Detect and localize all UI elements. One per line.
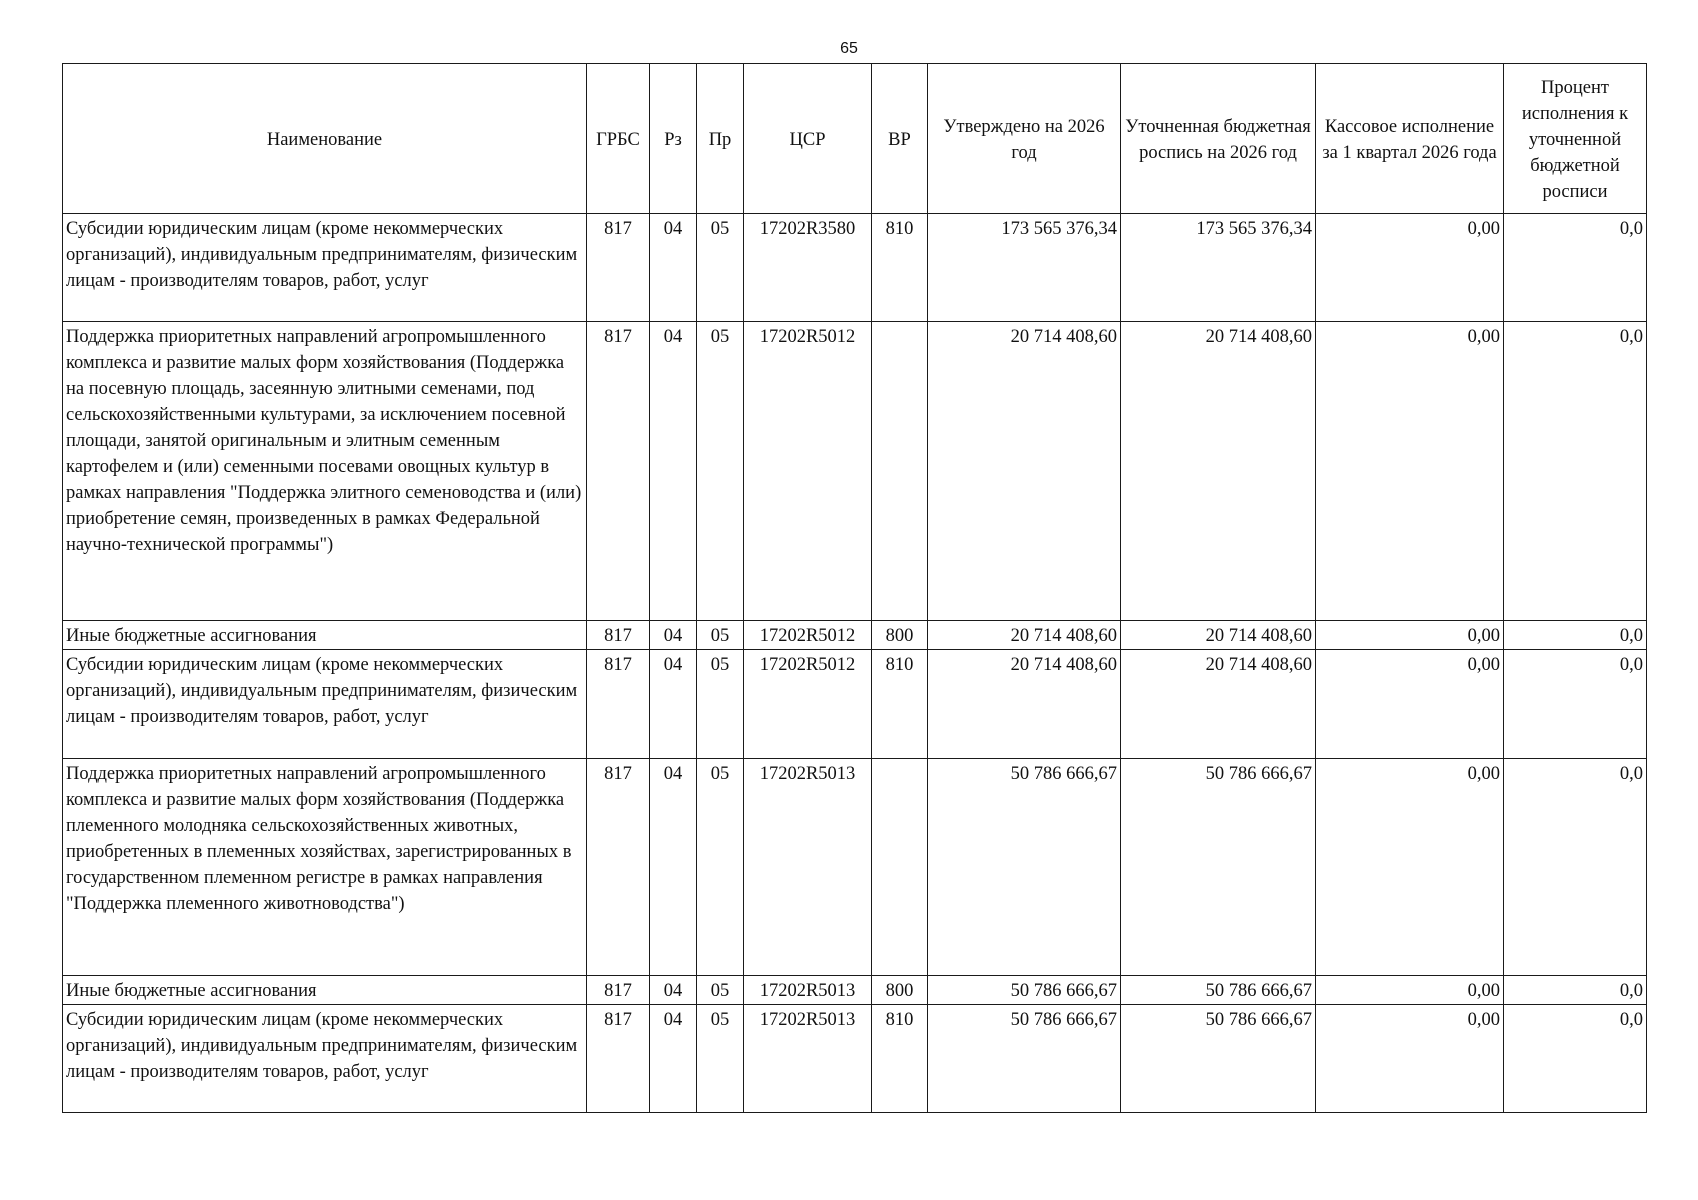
- table-row: [63, 975, 1647, 1004]
- row-pr: 05: [697, 322, 744, 621]
- row-csr: 17202R5013: [744, 975, 872, 1004]
- row-percent: 0,0: [1504, 650, 1647, 758]
- header-csr: ЦСР: [744, 64, 872, 214]
- row-rz: 04: [650, 214, 697, 322]
- row-rz: 04: [650, 1004, 697, 1112]
- row-name: Субсидии юридическим лицам (кроме некоммерческих организаций), индивидуальным предпринимателям, физическим лицам - производителям товаров, работ, услуг: [63, 650, 587, 758]
- table-header-row: [63, 64, 1647, 214]
- row-grbs: 817: [587, 1004, 650, 1112]
- row-cash: 0,00: [1316, 214, 1504, 322]
- row-approved: 173 565 376,34: [928, 214, 1121, 322]
- row-name: Поддержка приоритетных направлений агропромышленного комплекса и развитие малых форм хозяйствования (Поддержка племенного молодняка сельскохозяйственных животных, приобретенных в племенных хозяйствах, зарегистрированных в государственном племенном регистре в рамках направления "Поддержка племенного животноводства"): [63, 758, 587, 975]
- row-cash: 0,00: [1316, 650, 1504, 758]
- row-percent: 0,0: [1504, 621, 1647, 650]
- row-grbs: 817: [587, 650, 650, 758]
- row-percent: 0,0: [1504, 1004, 1647, 1112]
- row-grbs: 817: [587, 975, 650, 1004]
- row-csr: 17202R5012: [744, 621, 872, 650]
- row-name: Субсидии юридическим лицам (кроме некоммерческих организаций), индивидуальным предпринимателям, физическим лицам - производителям товаров, работ, услуг: [63, 214, 587, 322]
- table-row: [63, 322, 1647, 621]
- header-approved: Утверждено на 2026 год: [928, 64, 1121, 214]
- header-vr: ВР: [872, 64, 928, 214]
- row-name: Субсидии юридическим лицам (кроме некоммерческих организаций), индивидуальным предпринимателям, физическим лицам - производителям товаров, работ, услуг: [63, 1004, 587, 1112]
- header-refined: Уточненная бюджетная роспись на 2026 год: [1121, 64, 1316, 214]
- row-cash: 0,00: [1316, 758, 1504, 975]
- table-row: [63, 758, 1647, 975]
- table-row: [63, 214, 1647, 322]
- row-cash: 0,00: [1316, 621, 1504, 650]
- row-pr: 05: [697, 621, 744, 650]
- table-row: [63, 650, 1647, 758]
- row-refined: 20 714 408,60: [1121, 650, 1316, 758]
- row-rz: 04: [650, 758, 697, 975]
- row-approved: 20 714 408,60: [928, 621, 1121, 650]
- header-name: Наименование: [63, 64, 587, 214]
- row-pr: 05: [697, 650, 744, 758]
- row-vr: [872, 322, 928, 621]
- header-cash: Кассовое исполнение за 1 квартал 2026 года: [1316, 64, 1504, 214]
- row-percent: 0,0: [1504, 322, 1647, 621]
- row-rz: 04: [650, 650, 697, 758]
- row-name: Иные бюджетные ассигнования: [63, 621, 587, 650]
- page-number: 65: [840, 40, 858, 57]
- row-cash: 0,00: [1316, 975, 1504, 1004]
- header-rz: Рз: [650, 64, 697, 214]
- row-csr: 17202R5012: [744, 322, 872, 621]
- row-csr: 17202R5013: [744, 758, 872, 975]
- header-grbs: ГРБС: [587, 64, 650, 214]
- header-pr: Пр: [697, 64, 744, 214]
- row-vr: 800: [872, 621, 928, 650]
- budget-execution-table: [62, 63, 1647, 1113]
- row-pr: 05: [697, 214, 744, 322]
- row-grbs: 817: [587, 322, 650, 621]
- row-rz: 04: [650, 621, 697, 650]
- row-vr: 810: [872, 1004, 928, 1112]
- header-percent: Процент исполнения к уточненной бюджетной росписи: [1504, 64, 1647, 214]
- row-refined: 50 786 666,67: [1121, 758, 1316, 975]
- row-pr: 05: [697, 1004, 744, 1112]
- row-grbs: 817: [587, 621, 650, 650]
- row-refined: 50 786 666,67: [1121, 975, 1316, 1004]
- row-refined: 50 786 666,67: [1121, 1004, 1316, 1112]
- row-grbs: 817: [587, 214, 650, 322]
- row-csr: 17202R3580: [744, 214, 872, 322]
- row-cash: 0,00: [1316, 1004, 1504, 1112]
- row-pr: 05: [697, 758, 744, 975]
- row-vr: 810: [872, 214, 928, 322]
- row-pr: 05: [697, 975, 744, 1004]
- table-row: [63, 621, 1647, 650]
- row-grbs: 817: [587, 758, 650, 975]
- row-refined: 20 714 408,60: [1121, 322, 1316, 621]
- row-name: Иные бюджетные ассигнования: [63, 975, 587, 1004]
- row-rz: 04: [650, 975, 697, 1004]
- row-csr: 17202R5012: [744, 650, 872, 758]
- row-refined: 173 565 376,34: [1121, 214, 1316, 322]
- row-approved: 20 714 408,60: [928, 650, 1121, 758]
- row-vr: [872, 758, 928, 975]
- row-approved: 50 786 666,67: [928, 975, 1121, 1004]
- row-csr: 17202R5013: [744, 1004, 872, 1112]
- row-percent: 0,0: [1504, 758, 1647, 975]
- row-vr: 800: [872, 975, 928, 1004]
- table-row: [63, 1004, 1647, 1112]
- row-rz: 04: [650, 322, 697, 621]
- row-approved: 20 714 408,60: [928, 322, 1121, 621]
- row-approved: 50 786 666,67: [928, 758, 1121, 975]
- row-vr: 810: [872, 650, 928, 758]
- row-name: Поддержка приоритетных направлений агропромышленного комплекса и развитие малых форм хозяйствования (Поддержка на посевную площадь, засеянную элитными семенами, под сельскохозяйственными культурами, за исключением посевной площади, занятой оригинальным и элитным семенным картофелем и (или) семенными посевами овощных культур в рамках направления "Поддержка элитного семеноводства и (или) приобретение семян, произведенных в рамках Федеральной научно-технической программы"): [63, 322, 587, 621]
- row-cash: 0,00: [1316, 322, 1504, 621]
- row-percent: 0,0: [1504, 214, 1647, 322]
- row-percent: 0,0: [1504, 975, 1647, 1004]
- row-approved: 50 786 666,67: [928, 1004, 1121, 1112]
- row-refined: 20 714 408,60: [1121, 621, 1316, 650]
